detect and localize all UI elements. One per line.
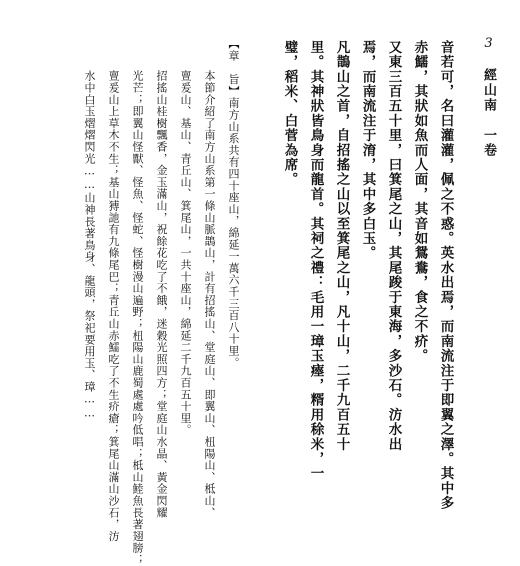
classic-text-line: 里。其神狀皆鳥身而龍首。其祠之禮：毛用一璋玉瘞，糈用稌米，一 <box>307 40 324 481</box>
chapter-gist: 【章 旨】南方山系共有四十座山，綿延一萬六千三百八十里。 <box>227 38 240 369</box>
commentary-line: 光芒；即翼山怪獸、怪魚、怪蛇、怪樹漫山遍野；杻陽山鹿蜀處處吟低唱；柢山鯥魚長著翅膀； <box>131 70 144 566</box>
classic-text-line: 又東三百五十里，曰箕尾之山，其尾踆于東海，多沙石。汸水出 <box>385 40 402 452</box>
classic-text-line: 音若可，名曰灌灌，佩之不惑。英水出焉，而南流注于即翼之澤。其中多 <box>437 40 454 511</box>
commentary-line: 亶爰山、基山、青丘山、箕尾山，一共十座山，綿延二千九百五十里。 <box>179 70 192 436</box>
classic-text-line: 赤鱬，其狀如魚而人面，其音如鴛鴦，食之不疥。 <box>411 40 428 364</box>
classic-text-line: 焉，而南流注于淯，其中多白玉。 <box>359 40 376 261</box>
commentary-line: 招搖山桂樹飄香，金玉滿山，祝餘花吃了不餓，迷穀光照四方；堂庭山水晶、黃金閃耀 <box>155 70 168 519</box>
book-title: 經山南 一卷 <box>481 68 496 158</box>
classic-text-line: 璧，稻米、白菅為席。 <box>281 40 298 187</box>
classic-text-line: 凡鵲山之首，自招搖之山以至箕尾之山，凡十山，二千九百五十 <box>333 40 350 452</box>
running-header <box>481 36 496 158</box>
commentary-line: 水中白玉熠熠閃光……山神長著鳥身、龍頭，祭祀要用玉、璋…… <box>83 70 96 421</box>
commentary-line: 本節介紹了南方山系第一條山脈鵲山，計有招搖山、堂庭山、即翼山、杻陽山、柢山、 <box>203 70 216 519</box>
page-number: 3 <box>481 36 496 53</box>
commentary-line: 亶爰山上草木不生；基山猼訑有九條尾巴；青丘山赤鱬吃了不生疥瘡；箕尾山滿山沙石，汸 <box>107 70 120 542</box>
